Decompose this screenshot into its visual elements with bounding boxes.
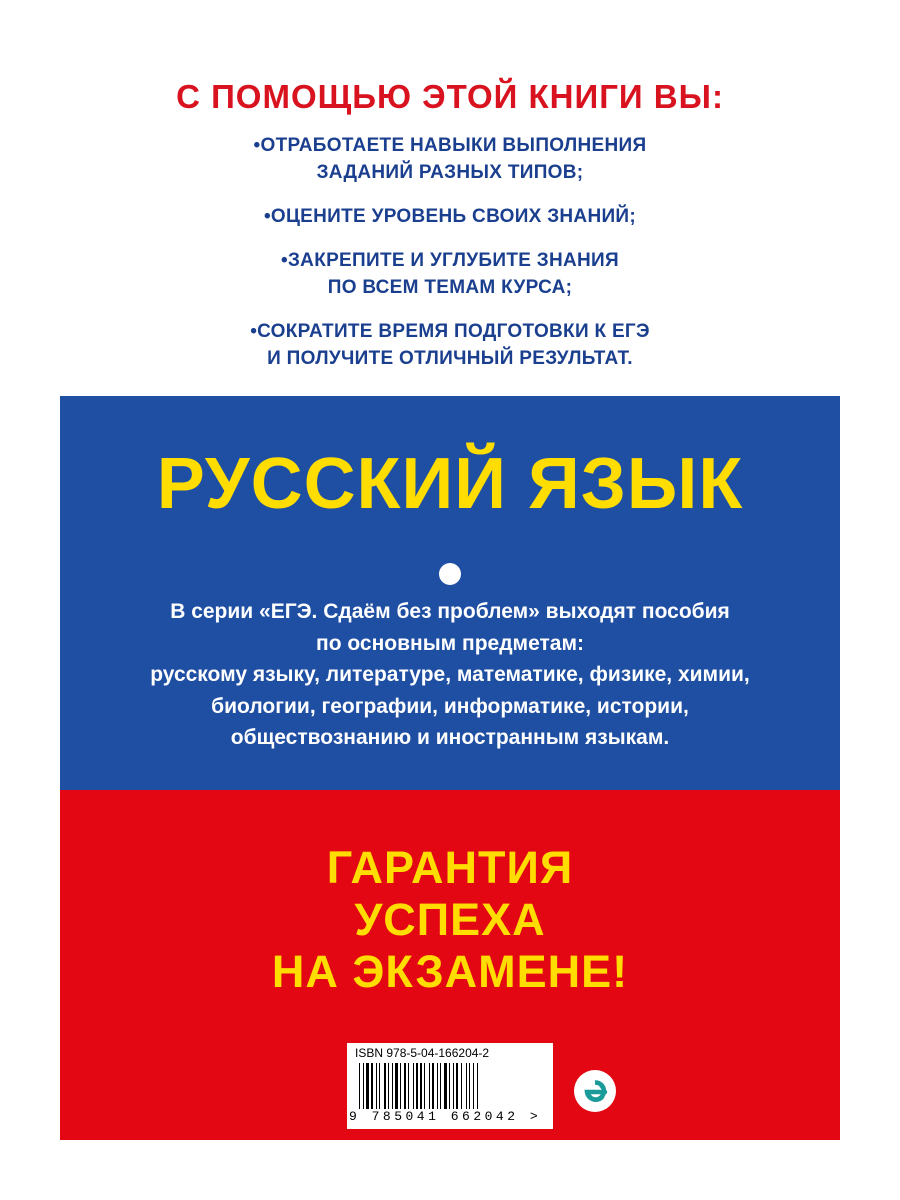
- benefit-line: •ЗАКРЕПИТЕ И УГЛУБИТЕ ЗНАНИЯ: [281, 250, 619, 271]
- publisher-e-logo-icon-svg: [574, 1070, 616, 1112]
- guarantee-panel: [60, 790, 840, 1140]
- benefits-section: [60, 60, 840, 396]
- benefit-line: И ПОЛУЧИТЕ ОТЛИЧНЫЙ РЕЗУЛЬТАТ.: [267, 348, 633, 369]
- ean-digits: 9 785041 662042 >: [349, 1109, 542, 1124]
- benefit-line: •СОКРАТИТЕ ВРЕМЯ ПОДГОТОВКИ К ЕГЭ: [250, 321, 650, 342]
- benefit-item: [60, 132, 840, 186]
- benefit-line: •ОТРАБОТАЕТЕ НАВЫКИ ВЫПОЛНЕНИЯ: [253, 135, 647, 156]
- bullet-dot-icon: [439, 563, 461, 585]
- subject-title: РУССКИЙ ЯЗЫК: [156, 444, 744, 524]
- subject-panel: [60, 396, 840, 790]
- barcode-bars: [359, 1063, 541, 1109]
- publisher-e-logo-icon: [574, 1070, 616, 1112]
- benefit-line: ЗАДАНИЙ РАЗНЫХ ТИПОВ;: [316, 162, 584, 183]
- benefit-item: [60, 247, 840, 301]
- series-line: обществознанию и иностранным языкам.: [230, 726, 670, 749]
- benefits-list: [60, 132, 840, 389]
- barcode: [347, 1043, 553, 1129]
- series-line: биологии, географии, информатике, истории,: [211, 694, 689, 718]
- isbn-text: ISBN 978-5-04-166204-2: [355, 1046, 490, 1060]
- benefit-line: •ОЦЕНИТЕ УРОВЕНЬ СВОИХ ЗНАНИЙ;: [263, 206, 637, 227]
- benefit-line: ПО ВСЕМ ТЕМАМ КУРСА;: [327, 277, 573, 298]
- slogan-line: НА ЭКЗАМЕНЕ!: [271, 946, 629, 997]
- slogan-line: ГАРАНТИЯ: [326, 842, 574, 893]
- benefits-heading: С ПОМОЩЬЮ ЭТОЙ КНИГИ ВЫ:: [176, 78, 724, 115]
- series-line: русскому языку, литературе, математике, физике, химии,: [150, 663, 750, 686]
- benefit-item: [60, 318, 840, 372]
- slogan-line: УСПЕХА: [354, 894, 546, 945]
- benefit-item: [60, 203, 840, 230]
- series-line: В серии «ЕГЭ. Сдаём без проблем» выходят пособия: [170, 600, 730, 623]
- series-line: по основным предметам:: [316, 631, 584, 655]
- series-description: [60, 596, 840, 754]
- slogan: [60, 842, 840, 998]
